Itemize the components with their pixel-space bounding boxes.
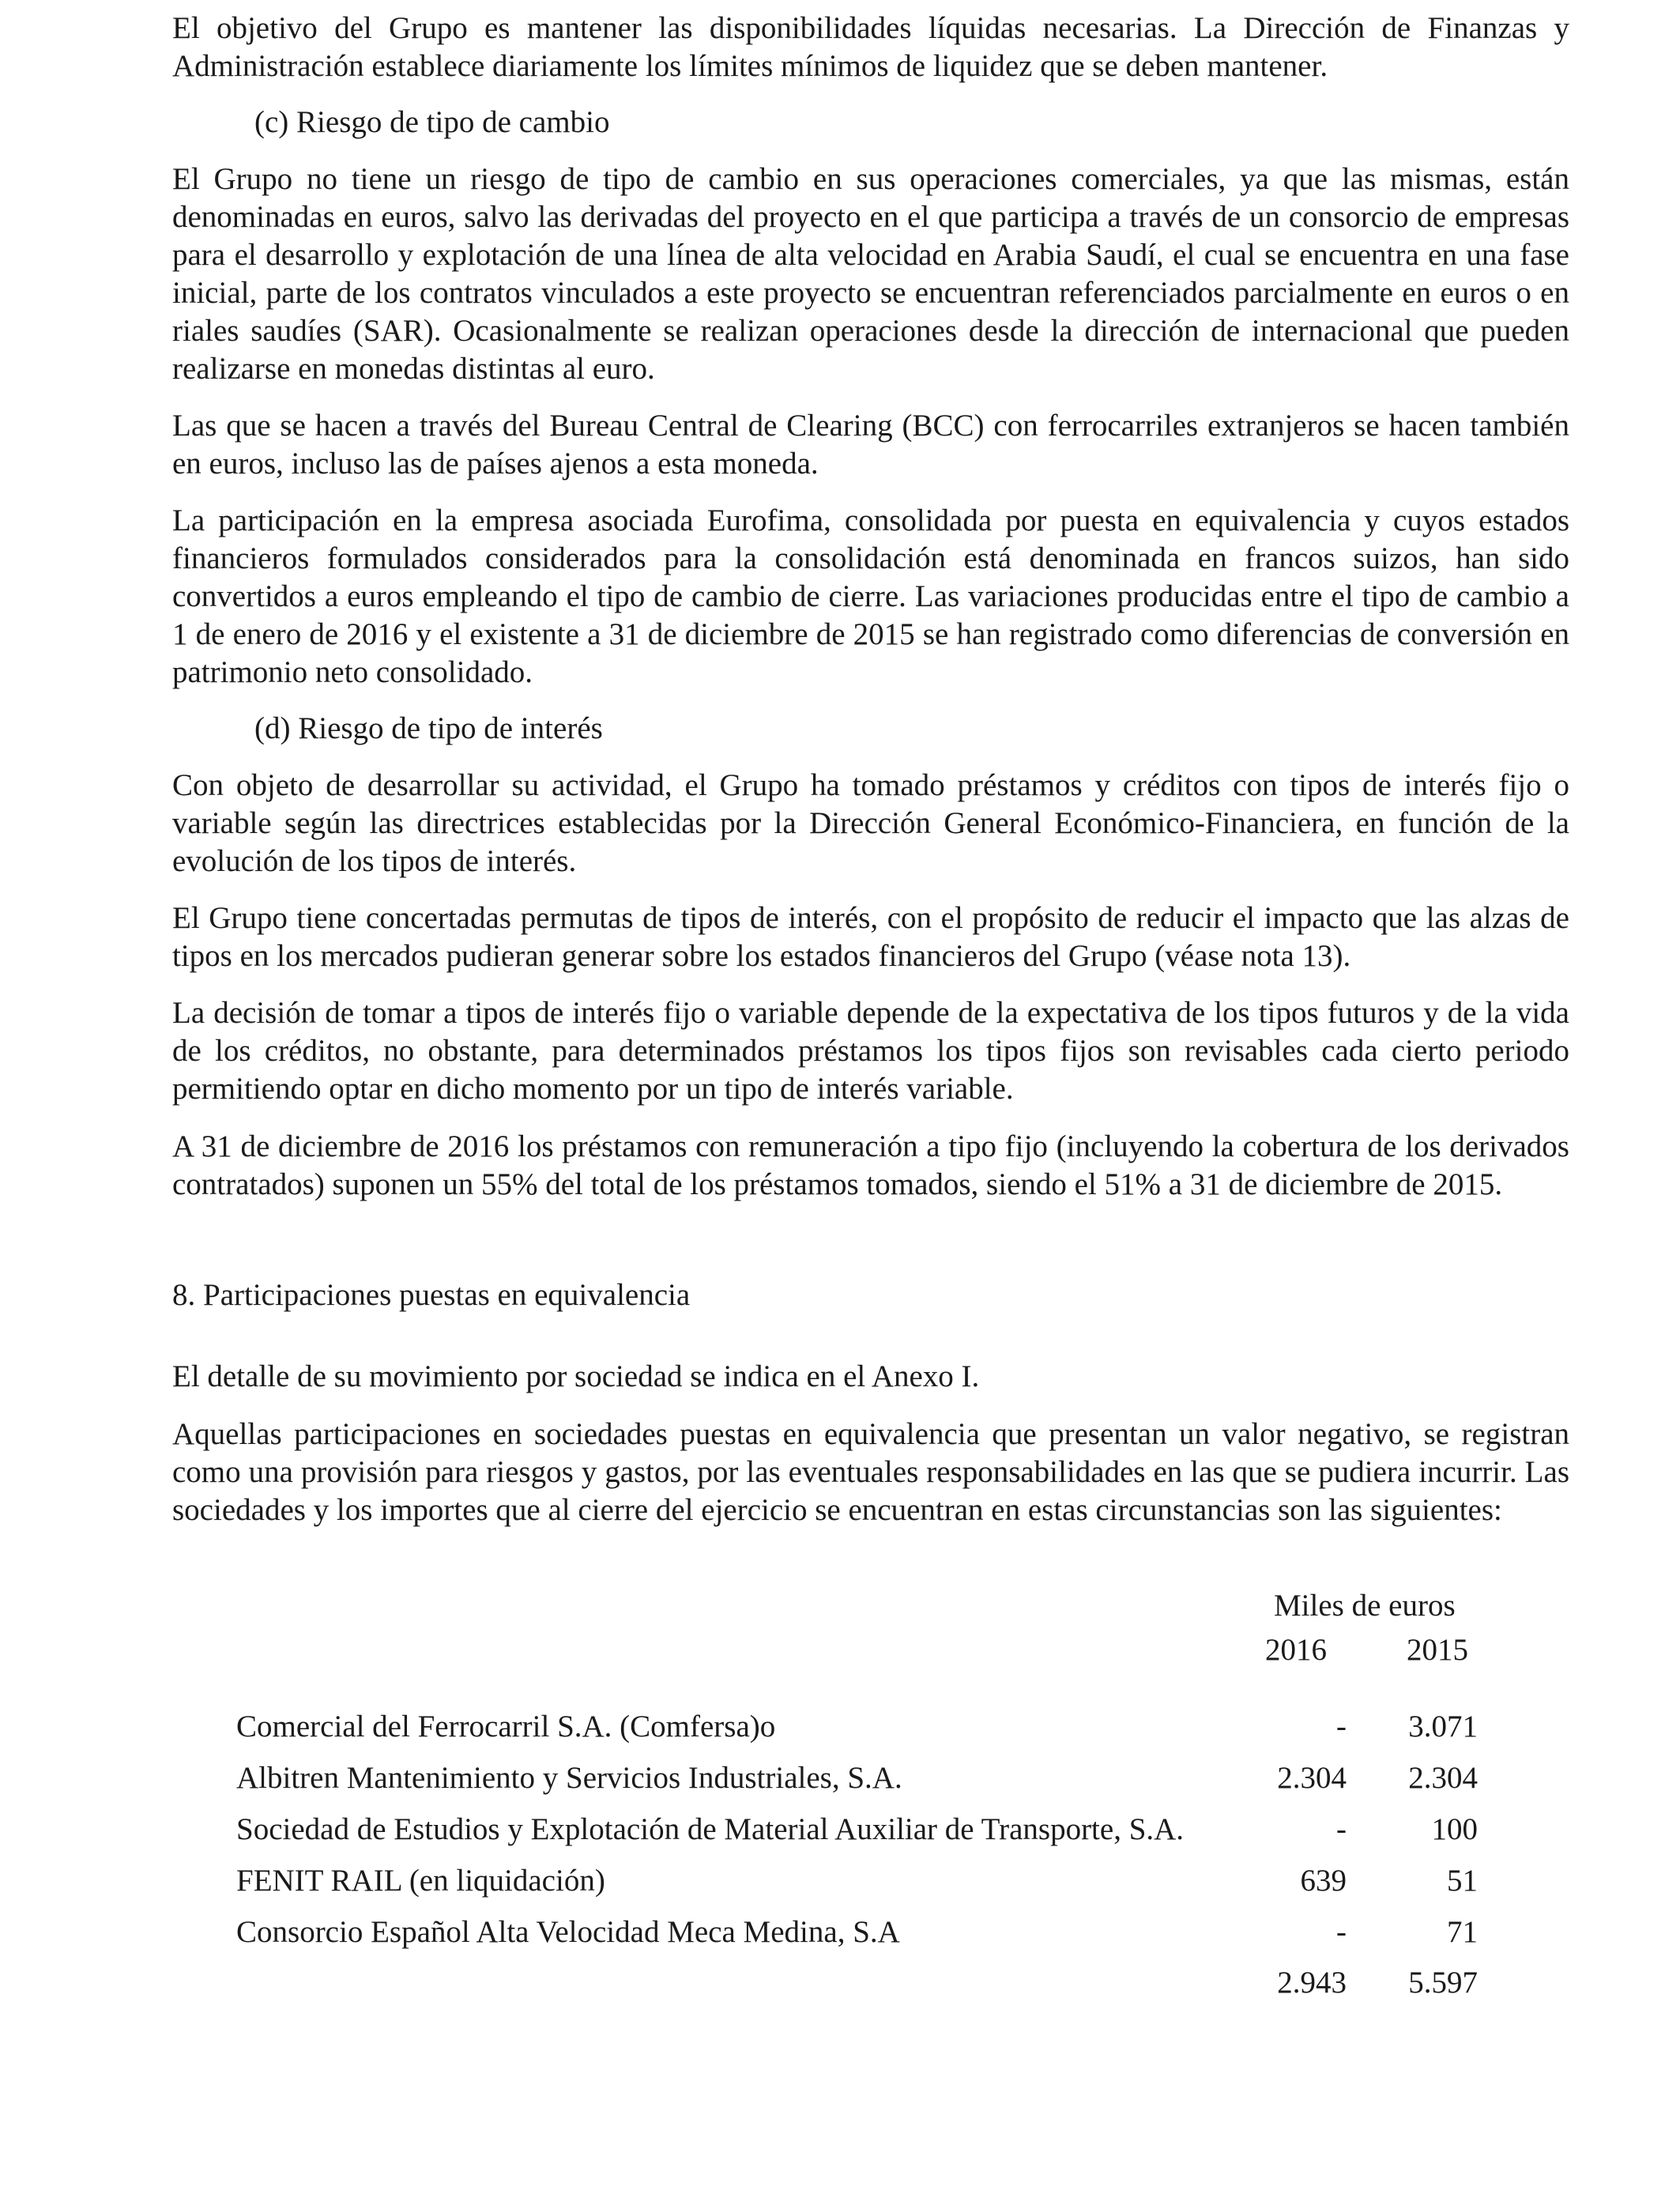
table-row-label: Comercial del Ferrocarril S.A. (Comfersa)o — [236, 1710, 776, 1744]
table-total-row — [0, 1964, 1680, 2002]
paragraph-bcc-clearing: Las que se hacen a través del Bureau Central de Clearing (BCC) con ferrocarriles extranjeros se hacen también en euros, incluso las de países ajenos a esta moneda. — [172, 409, 1569, 481]
paragraph-loans-credits: Con objeto de desarrollar su actividad, el Grupo ha tomado préstamos y créditos con tipos de interés fijo o variable según las directrices establecidas por la Dirección General Económico-Financiera, en función de la evolución de los tipos de interés. — [172, 768, 1569, 878]
table-row — [0, 1708, 1680, 1746]
paragraph-annex-reference: El detalle de su movimiento por sociedad se indica en el Anexo I. — [172, 1359, 980, 1393]
paragraph-eurofima: La participación en la empresa asociada Eurofima, consolidada por puesta en equivalencia y cuyos estados financieros formulados considerados para la consolidación está denominada en francos suizos, han sido convertidos a euros empleando el tipo de cambio de cierre. Las variaciones producidas entre el tipo de cambio a 1 de enero de 2016 y el existente a 31 de diciembre de 2015 se han registrado como diferencias de conversión en patrimonio neto consolidado. — [172, 503, 1569, 689]
table-total-2016: 2.943 — [1277, 1966, 1347, 2000]
table-row-value-2016: - — [1336, 1710, 1347, 1744]
table-row-value-2015: 100 — [1431, 1812, 1478, 1846]
subheading-exchange-rate-risk: (c) Riesgo de tipo de cambio — [254, 105, 610, 139]
subheading-interest-rate-risk: (d) Riesgo de tipo de interés — [254, 711, 603, 745]
table-row-value-2016: 639 — [1300, 1864, 1347, 1898]
paragraph-fixed-variable-decision: La decisión de tomar a tipos de interés fijo o variable depende de la expectativa de los tipos futuros y de la vida de los créditos, no obstante, para determinados préstamos los tipos fijos son revisables cada cierto periodo permitiendo optar en dicho momento por un tipo de interés variable. — [172, 996, 1569, 1106]
table-row-value-2015: 3.071 — [1408, 1710, 1478, 1744]
table-row-value-2015: 71 — [1447, 1915, 1478, 1949]
table-row — [0, 1913, 1680, 1951]
table-row-value-2015: 51 — [1447, 1864, 1478, 1898]
paragraph-liquidity-objective: El objetivo del Grupo es mantener las disponibilidades líquidas necesarias. La Dirección de Finanzas y Administración establece diariamente los límites mínimos de liquidez que se deben mantener. — [172, 11, 1569, 83]
paragraph-interest-swaps: El Grupo tiene concertadas permutas de tipos de interés, con el propósito de reducir el impacto que las alzas de tipos en los mercados pudieran generar sobre los estados financieros del Grupo (véase nota 13). — [172, 901, 1569, 973]
table-row-label: Sociedad de Estudios y Explotación de Material Auxiliar de Transporte, S.A. — [236, 1812, 1185, 1846]
table-row-label: Albitren Mantenimiento y Servicios Industriales, S.A. — [236, 1761, 902, 1795]
table-row — [0, 1759, 1680, 1797]
table-header-2016: 2016 — [1265, 1633, 1327, 1667]
table-row-label: Consorcio Español Alta Velocidad Meca Medina, S.A — [236, 1915, 900, 1949]
table-row-label: FENIT RAIL (en liquidación) — [236, 1864, 605, 1898]
table-row-value-2015: 2.304 — [1408, 1761, 1478, 1795]
table-total-2015: 5.597 — [1408, 1966, 1478, 2000]
paragraph-fixed-rate-share: A 31 de diciembre de 2016 los préstamos con remuneración a tipo fijo (incluyendo la cobertura de los derivados contratados) suponen un 55% del total de los préstamos tomados, siendo el 51% a 31 de diciembre de 2015. — [172, 1129, 1569, 1201]
paragraph-negative-investments: Aquellas participaciones en sociedades puestas en equivalencia que presentan un valor negativo, se registran como una provisión para riesgos y gastos, por las eventuales responsabilidades en las que se pudiera incurrir. Las sociedades y los importes que al cierre del ejercicio se encuentran en estas circunstancias son las siguientes: — [172, 1417, 1569, 1527]
table-row-value-2016: - — [1336, 1812, 1347, 1846]
table-row — [0, 1811, 1680, 1849]
table-header-2015: 2015 — [1407, 1633, 1468, 1667]
table-row-value-2016: 2.304 — [1277, 1761, 1347, 1795]
table-units-label: Miles de euros — [1274, 1589, 1456, 1623]
table-row — [0, 1862, 1680, 1900]
paragraph-exchange-rate-operations: El Grupo no tiene un riesgo de tipo de cambio en sus operaciones comerciales, ya que las mismas, están denominadas en euros, salvo las derivadas del proyecto en el que participa a través de un consorcio de empresas para el desarrollo y explotación de una línea de alta velocidad en Arabia Saudí, el cual se encuentra en una fase inicial, parte de los contratos vinculados a este proyecto se encuentran referenciados parcialmente en euros o en riales saudíes (SAR). Ocasionalmente se realizan operaciones desde la dirección de internacional que pueden realizarse en monedas distintas al euro. — [172, 162, 1569, 386]
table-row-value-2016: - — [1336, 1915, 1347, 1949]
section-heading-8: 8. Participaciones puestas en equivalencia — [172, 1278, 691, 1312]
